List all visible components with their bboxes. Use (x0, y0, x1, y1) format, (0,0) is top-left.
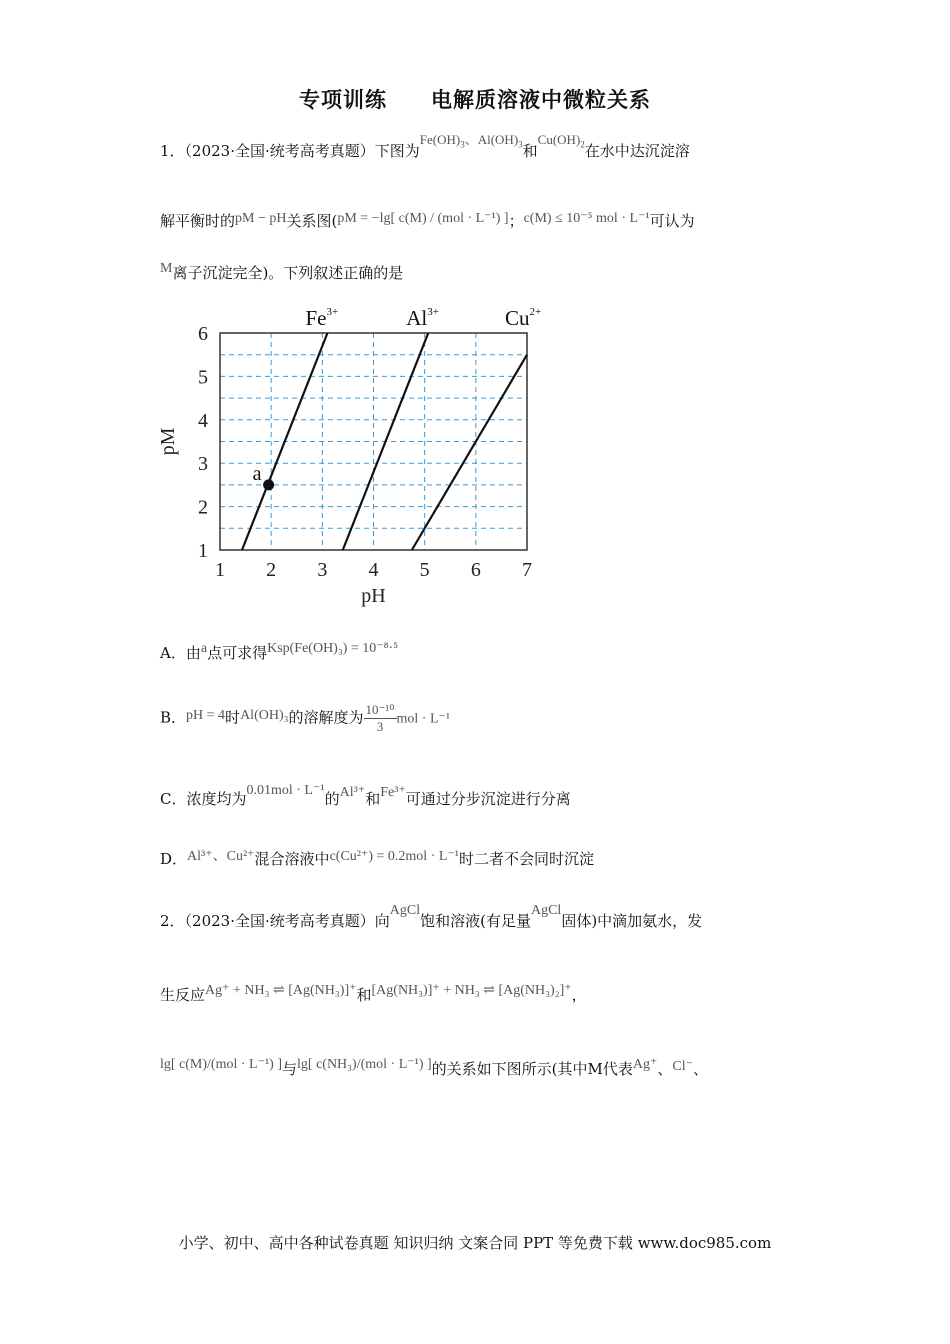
q1-cm-condition: c(M) ≤ 10⁻⁵ mol · L⁻¹ (523, 211, 650, 226)
option-a (160, 642, 398, 663)
series-line-Cu2plus (412, 355, 527, 550)
option-c-text-2: 可通过分步沉淀进行分离 (405, 790, 571, 808)
q2-reaction-1: Ag⁺ + NH₃ ⇌ [Ag(NH₃)]⁺ (205, 983, 357, 998)
x-tick-label: 7 (522, 559, 532, 581)
q2-reaction-2: [Ag(NH₃)]⁺ + NH₃ ⇌ [Ag(NH₃)₂]⁺ (371, 983, 572, 998)
x-tick-label: 3 (317, 559, 328, 581)
q2-cl-ion: Cl⁻ (672, 1059, 694, 1074)
option-c-al-ion: Al³⁺ (339, 785, 366, 800)
y-tick-label: 2 (198, 496, 208, 519)
q2-sep: 、 (657, 1060, 673, 1078)
x-tick-label: 4 (368, 559, 379, 581)
q2-line-1 (160, 903, 703, 931)
x-tick-label: 5 (419, 559, 430, 581)
option-b-text-2: 的溶解度为 (288, 708, 364, 727)
q1-cu-oh2: $Cu(OH)_2$ (537, 132, 585, 150)
point-a-marker (263, 479, 274, 490)
series-label-Fe3plus: $Fe^{3+}$ (305, 306, 339, 330)
option-d-ions: Al³⁺、Cu²⁺ (187, 849, 255, 864)
q2-source: （2023·全国·统考高考真题）向 (184, 912, 390, 930)
q2-sep-2: 、 (693, 1060, 709, 1078)
option-d-text-1: 混合溶液中 (254, 850, 330, 868)
q1-fe-oh3: $Fe(OH)_3$ (419, 132, 465, 150)
chart-ticks (198, 323, 532, 581)
q1-and: 和 (522, 142, 538, 160)
option-a-label: A．由 (160, 644, 201, 662)
option-b-ph: pH = 4 (186, 707, 226, 723)
q1-pm-ph: pM − pH (235, 211, 287, 226)
option-b-denominator: 3 (376, 719, 384, 734)
q2-text-2: 固体)中滴加氨水，发 (561, 912, 703, 930)
chart-grid (220, 333, 527, 550)
q2-agcl-2: AgCl (530, 903, 562, 918)
page-title: 专项训练 电解质溶液中微粒关系 (299, 87, 651, 112)
point-a-label: a (252, 462, 262, 485)
q1-number: 1． (160, 142, 185, 160)
option-b-fraction (364, 702, 397, 735)
q2-and: 和 (356, 986, 372, 1004)
y-tick-label: 5 (198, 366, 208, 389)
option-d-text-2: 时二者不会同时沉淀 (459, 850, 595, 868)
q2-comma: ， (571, 986, 587, 1004)
q1-line2-b: 关系图( (286, 212, 338, 230)
x-tick-label: 1 (215, 559, 225, 581)
option-b-label: B． (160, 708, 187, 727)
q1-pm-definition: pM = −lg[ c(M) / (mol · L⁻¹) ] (337, 211, 509, 226)
y-tick-label: 6 (198, 323, 208, 345)
option-b-aloh3: Al(OH)₃ (240, 707, 289, 723)
option-d-expression: c(Cu²⁺) = 0.2mol · L⁻¹ (329, 849, 460, 864)
chart-series (242, 306, 541, 550)
q1-line3-text: 离子沉淀完全)。下列叙述正确的是 (172, 264, 404, 282)
q2-agcl-1: AgCl (389, 903, 421, 918)
option-c-concentration: 0.01mol · L⁻¹ (246, 783, 325, 798)
option-b (160, 702, 450, 735)
q2-ag-ion: Ag⁺ (632, 1057, 658, 1072)
q2-line3-text: 的关系如下图所示(其中M代表 (431, 1060, 633, 1078)
q1-m-symbol: M (160, 261, 173, 276)
option-c (160, 783, 571, 809)
q1-al-oh3: $Al(OH)_3$ (477, 132, 523, 150)
option-d (160, 848, 594, 869)
x-tick-label: 2 (266, 559, 277, 581)
option-c-and: 和 (365, 790, 381, 808)
option-c-fe-ion: Fe³⁺ (380, 785, 406, 800)
q1-line2-c: ； (508, 212, 524, 230)
option-d-label: D． (160, 850, 188, 868)
option-a-point: a (200, 641, 208, 656)
q1-source: （2023·全国·统考高考真题）下图为 (184, 142, 420, 160)
option-b-numerator: 10⁻¹⁰ (365, 702, 395, 717)
y-tick-label: 4 (198, 409, 208, 432)
series-label-Cu2plus: $Cu^{2+}$ (505, 306, 542, 330)
q1-line-1 (160, 132, 690, 162)
option-a-text: 点可求得 (207, 644, 268, 662)
q1-line-2 (160, 210, 695, 231)
q2-line2-text: 生反应 (160, 986, 206, 1004)
q2-line-2 (160, 984, 587, 1005)
chart-x-axis-label: pH (361, 585, 386, 607)
q2-line-3 (160, 1058, 708, 1079)
option-a-expression: Ksp(Fe(OH)₃) = 10⁻⁸·⁵ (267, 641, 399, 656)
option-b-text-1: 时 (225, 708, 241, 727)
chart-y-axis-label: pM (157, 427, 179, 456)
q2-lg-cm: lg[ c(M)/(mol · L⁻¹) ] (160, 1057, 282, 1072)
option-b-unit: mol · L⁻¹ (396, 711, 451, 727)
y-tick-label: 3 (198, 453, 208, 476)
option-c-text-1: 的 (324, 790, 340, 808)
q1-line-3 (160, 262, 403, 283)
q2-lg-nh3: lg[ c(NH₃)/(mol · L⁻¹) ] (297, 1057, 432, 1072)
x-tick-label: 6 (470, 559, 481, 581)
q1-line2-a: 解平衡时的 (160, 212, 236, 230)
pm-ph-chart (150, 300, 590, 610)
q1-line2-d: 可认为 (649, 212, 695, 230)
q2-number: 2． (160, 912, 185, 930)
q2-text-1: 饱和溶液(有足量 (420, 912, 531, 930)
q1-tail: 在水中达沉淀溶 (584, 142, 690, 160)
y-tick-label: 1 (198, 540, 208, 562)
q2-with: 与 (282, 1060, 298, 1078)
option-c-label: C．浓度均为 (160, 790, 247, 808)
series-label-Al3plus: $Al^{3+}$ (406, 306, 439, 330)
page-footer: 小学、初中、高中各种试卷真题 知识归纳 文案合同 PPT 等免费下载 www.doc985.com (178, 1234, 772, 1252)
q1-sep: 、 (464, 132, 478, 147)
